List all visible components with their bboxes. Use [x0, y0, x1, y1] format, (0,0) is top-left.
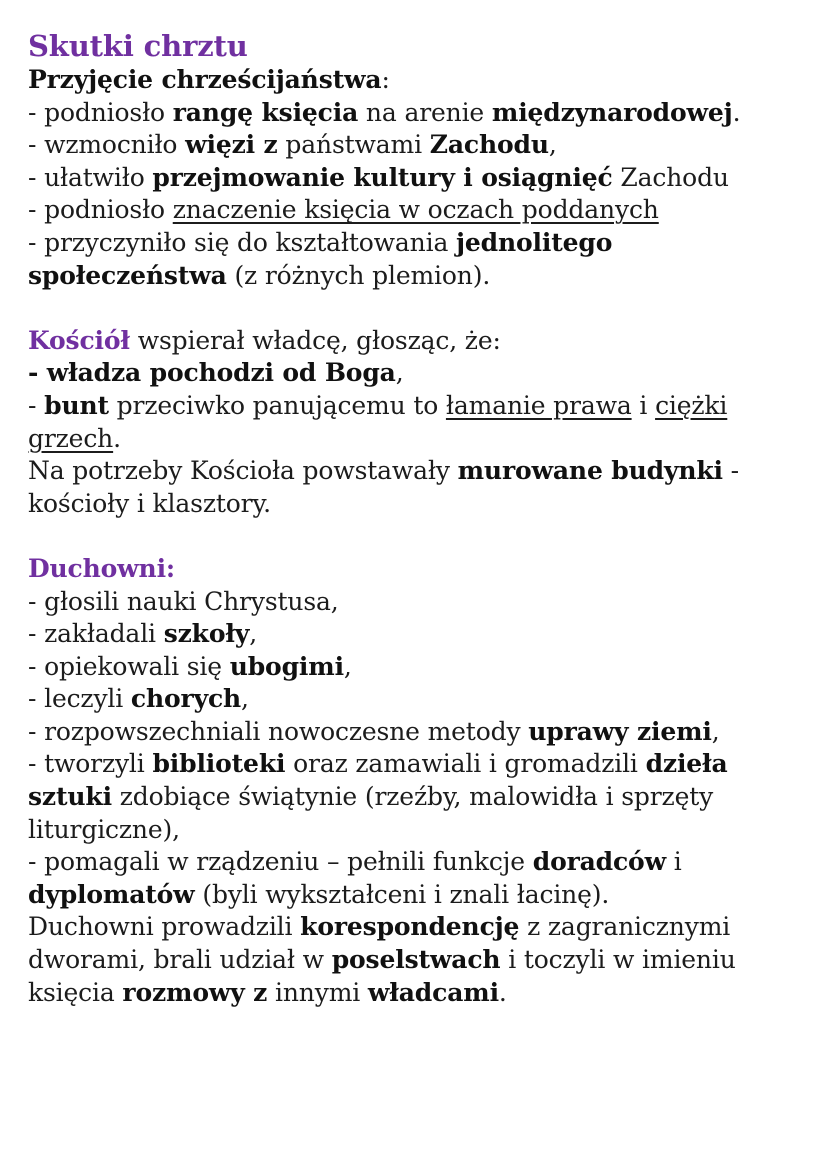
text: - pomagali w rządzeniu – pełnili funkcje: [28, 847, 533, 877]
section-heading: [28, 64, 808, 97]
bold-text: poselstwach: [331, 945, 501, 975]
list-item: [28, 357, 808, 390]
list-item: [28, 129, 808, 162]
bold-text: rangę księcia: [172, 97, 359, 127]
text: - ułatwiło: [28, 162, 153, 192]
bold-text: przejmowanie kultury i osiągnięć: [152, 162, 613, 192]
text: państwami: [277, 130, 430, 160]
section-church: [28, 325, 808, 521]
page-title: Skutki chrztu: [28, 29, 248, 63]
text: - podniosło: [28, 97, 173, 127]
list-item: [28, 716, 808, 749]
text: .: [732, 97, 741, 127]
text: - wzmocniło: [28, 130, 186, 160]
section-baptism-effects: [28, 64, 808, 292]
text: - przyczyniło się do kształtowania: [28, 227, 457, 257]
text: ,: [548, 130, 557, 160]
bold-text: Zachodu: [429, 130, 549, 160]
text: oraz zamawiali i gromadzili: [285, 749, 646, 779]
text: - opiekowali się: [28, 651, 230, 681]
text: .: [498, 977, 507, 1007]
list-item: [28, 194, 808, 227]
list-item: [28, 651, 808, 684]
list-item-continuation: [28, 260, 808, 293]
text: - rozpowszechniali nowoczesne metody: [28, 716, 529, 746]
bold-text: rozmowy z: [122, 977, 268, 1007]
text: - podniosło: [28, 195, 173, 225]
text: przeciwko panującemu to: [108, 390, 446, 420]
list-item: [28, 683, 808, 716]
list-item-continuation: [28, 423, 808, 456]
text: z zagranicznymi dworami, brali udział w: [28, 912, 731, 975]
list-item: [28, 748, 808, 846]
bold-text: władcami: [367, 977, 499, 1007]
text: ,: [395, 358, 404, 388]
text: - tworzyli: [28, 749, 153, 779]
heading-purple: Kościół: [28, 325, 130, 355]
bold-text: szkoły: [163, 619, 250, 649]
bold-text: murowane budynki: [457, 456, 723, 486]
section-heading: [28, 325, 808, 358]
spacer: [28, 520, 808, 553]
spacer: [28, 292, 808, 325]
bold-text: bunt: [44, 390, 109, 420]
text: i toczyli w imieniu księcia: [28, 945, 736, 1007]
document-page: [28, 28, 808, 1009]
text: .: [113, 423, 121, 453]
text: - leczyli: [28, 684, 131, 714]
text: Duchowni prowadzili: [28, 912, 301, 942]
bold-text: doradców: [532, 847, 666, 877]
text: ,: [241, 684, 249, 714]
bold-text: - władza pochodzi od Boga: [28, 358, 396, 388]
text: zdobiące świątynie (rzeźby, malowidła i sprzęty liturgiczne),: [28, 782, 714, 844]
underlined-text: znaczenie księcia w oczach poddanych: [172, 195, 659, 225]
list-item: [28, 390, 808, 423]
text: (byli wykształceni i znali łacinę).: [194, 879, 610, 909]
text: Na potrzeby Kościoła powstawały: [28, 456, 458, 486]
bold-text: więzi z: [185, 130, 278, 160]
heading-rest: :: [381, 65, 390, 94]
paragraph: [28, 455, 808, 520]
text: na arenie: [358, 97, 492, 127]
list-item: [28, 618, 808, 651]
bold-text: dzieła sztuki: [28, 749, 728, 812]
text: i: [631, 390, 656, 420]
text: Zachodu: [612, 162, 729, 192]
heading-purple: Duchowni:: [28, 553, 176, 583]
bold-text: społeczeństwa: [28, 260, 227, 290]
bold-text: chorych: [130, 684, 242, 714]
list-item: - głosili nauki Chrystusa,: [28, 586, 339, 616]
list-item: [28, 162, 808, 195]
paragraph: [28, 911, 808, 1009]
bold-text: ubogimi: [229, 651, 344, 681]
underlined-text: ciężki: [655, 390, 728, 420]
text: -: [28, 390, 45, 420]
list-item: [28, 97, 808, 130]
text: ,: [249, 619, 257, 649]
bold-text: korespondencję: [300, 912, 520, 942]
bold-text: jednolitego: [456, 227, 613, 257]
underlined-text: grzech: [28, 423, 114, 453]
section-clergy: [28, 553, 808, 1009]
list-item: [28, 227, 808, 260]
heading-bold: Przyjęcie chrześcijaństwa: [28, 65, 382, 94]
text: innymi: [267, 977, 368, 1007]
underlined-text: łamanie prawa: [445, 390, 632, 420]
text: - kościoły i klasztory.: [28, 456, 739, 518]
text: i: [665, 847, 682, 877]
text: - zakładali: [28, 619, 164, 649]
bold-text: uprawy ziemi: [528, 716, 712, 746]
text: ,: [711, 716, 720, 746]
bold-text: dyplomatów: [28, 879, 195, 909]
text: ,: [343, 651, 352, 681]
text: (z różnych plemion).: [226, 260, 491, 290]
heading-rest: wspierał władcę, głosząc, że:: [129, 325, 501, 355]
section-heading: [28, 553, 808, 586]
list-item: [28, 846, 808, 911]
bold-text: biblioteki: [152, 749, 286, 779]
bold-text: międzynarodowej: [491, 97, 733, 127]
